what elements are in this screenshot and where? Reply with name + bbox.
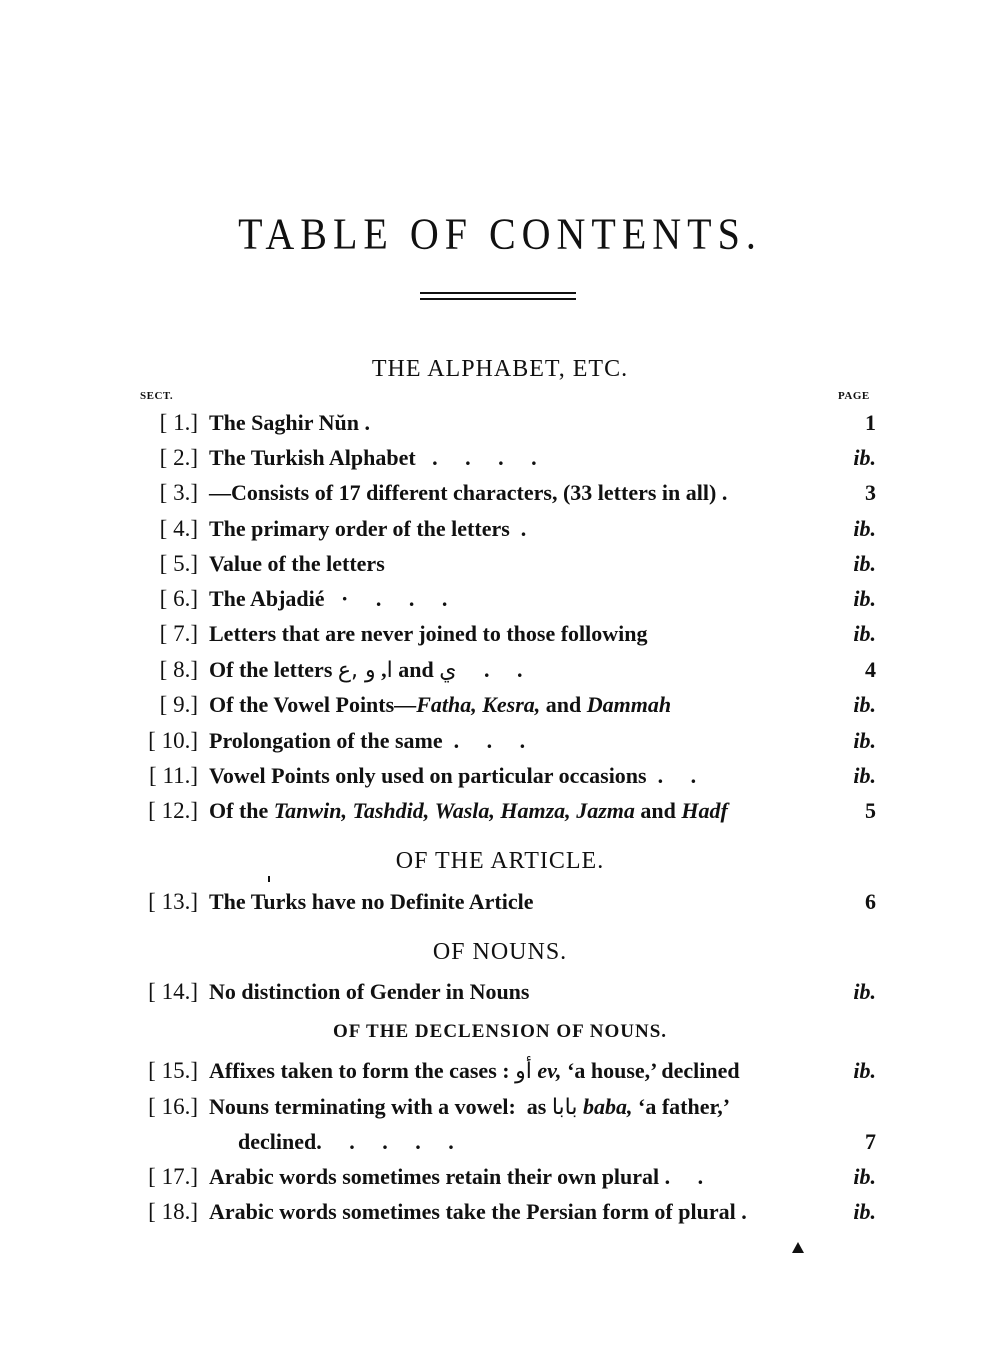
entry-title: Of the (209, 798, 269, 823)
toc-entry (0, 979, 1000, 1011)
entry-title: The Abjadié (209, 586, 325, 611)
section-number: [ 3.] (159, 480, 198, 505)
page-column-label: PAGE (838, 390, 870, 402)
toc-entry-continuation (0, 1129, 1000, 1161)
entry-title: Arabic words sometimes retain their own plural (209, 1164, 660, 1189)
entry-title: —Consists of 17 different characters, (33 letters in all) (209, 480, 717, 505)
page-number: 5 (865, 798, 876, 823)
page-number: ib. (853, 1058, 876, 1083)
heading-alphabet: THE ALPHABET, ETC. (371, 356, 629, 382)
toc-entry (0, 889, 1000, 921)
page-number: ib. (853, 551, 876, 576)
leader-dots: · . . . (324, 586, 448, 611)
leader-dots: . . (659, 1164, 704, 1189)
page-number: 3 (865, 480, 876, 505)
toc-entry (0, 728, 1000, 760)
section-number: [ 6.] (159, 586, 198, 611)
section-number: [ 1.] (159, 410, 198, 435)
section-number: [ 12.] (148, 798, 198, 823)
leader-dots: . . (646, 763, 697, 788)
page-number: ib. (853, 516, 876, 541)
stray-mark (268, 876, 270, 882)
arabic-word-ev: أو (515, 1059, 532, 1084)
entry-title: Of the letters (209, 657, 333, 682)
leader-dots: . . (456, 657, 523, 682)
section-number: [ 5.] (159, 551, 198, 576)
entry-title: Letters that are never joined to those following (209, 621, 648, 646)
toc-entry: [ 9.] Of the Vowel Points—Fatha, Kesra, and Dammah ib. (0, 692, 1000, 724)
entry-title: The Saghir Nŭn (209, 410, 359, 435)
entry-title: Arabic words sometimes take the Persian form of plural (209, 1199, 736, 1224)
toc-entry: [ 15.] Affixes taken to form the cases : أو ev, ‘a house,’ declined ib. (0, 1058, 1000, 1090)
page-number: ib. (853, 692, 876, 717)
page-number: ib. (853, 979, 876, 1004)
toc-entry (0, 480, 1000, 512)
section-number: [ 18.] (148, 1199, 198, 1224)
page-number: ib. (853, 763, 876, 788)
toc-entry (0, 551, 1000, 583)
page-number: 6 (865, 889, 876, 914)
page-number: ib. (853, 1164, 876, 1189)
section-number: [ 4.] (159, 516, 198, 541)
toc-entry (0, 621, 1000, 653)
page-number: 7 (865, 1129, 876, 1154)
toc-entry (0, 410, 1000, 442)
page-number: ib. (853, 1199, 876, 1224)
toc-entry (0, 586, 1000, 618)
entry-title: Prolongation of the same (209, 728, 443, 753)
section-number: [ 17.] (148, 1164, 198, 1189)
toc-entry: [ 8.] Of the letters ا, و ,ع and ي . . 4 (0, 657, 1000, 689)
title-rule-upper (420, 292, 576, 294)
entry-title: No distinction of Gender in Nouns (209, 979, 530, 1004)
toc-entry (0, 1199, 1000, 1231)
section-number: [ 13.] (148, 889, 198, 914)
toc-entry (0, 516, 1000, 548)
entry-title: Nouns terminating with a vowel: as (209, 1094, 547, 1119)
leader-dots: . . . . . (316, 1129, 454, 1154)
entry-title: Of the Vowel Points— (209, 692, 417, 717)
leader-dots: . . . (442, 728, 526, 753)
page-number: ib. (853, 621, 876, 646)
section-number: [ 16.] (148, 1094, 198, 1119)
toc-entry (0, 445, 1000, 477)
arabic-word-baba: بابا (551, 1095, 578, 1120)
section-number: [ 9.] (159, 692, 198, 717)
entry-title: The Turkish Alphabet (209, 445, 416, 470)
page-number: ib. (853, 586, 876, 611)
section-number: [ 2.] (159, 445, 198, 470)
arabic-letter-ya: ي (439, 658, 457, 683)
section-number: [ 15.] (148, 1058, 198, 1083)
section-number: [ 14.] (148, 979, 198, 1004)
entry-title: declined (238, 1129, 317, 1154)
sect-column-label: SECT. (140, 390, 174, 402)
page-number: ib. (853, 728, 876, 753)
section-number: [ 10.] (148, 728, 198, 753)
page-number: 4 (865, 657, 876, 682)
entry-title: The Turks have no Definite Article (209, 889, 534, 914)
toc-entry: [ 16.] Nouns terminating with a vowel: as بابا baba, ‘a father,’ (0, 1094, 1000, 1126)
leader-dots: . (735, 1199, 747, 1224)
page-number: 1 (865, 410, 876, 435)
page-title: TABLE OF CONTENTS. (238, 208, 762, 259)
title-rule-lower (420, 298, 576, 300)
entry-title: Value of the letters (209, 551, 385, 576)
arabic-letter-alif: ا (386, 658, 393, 683)
page-number: ib. (853, 445, 876, 470)
heading-article: OF THE ARTICLE. (395, 848, 605, 874)
toc-entry (0, 763, 1000, 795)
section-number: [ 8.] (159, 657, 198, 682)
leader-dots: . (358, 410, 370, 435)
entry-title: Affixes taken to form the cases : (209, 1058, 510, 1083)
toc-entry (0, 1164, 1000, 1196)
section-number: [ 7.] (159, 621, 198, 646)
arabic-letters-ain-waw: و ,ع (337, 658, 376, 683)
leader-dots: . (716, 480, 728, 505)
leader-dots: . (509, 516, 527, 541)
section-number: [ 11.] (149, 763, 198, 788)
heading-nouns: OF NOUNS. (432, 939, 568, 965)
leader-dots: . . . . (415, 445, 537, 470)
entry-title: Vowel Points only used on particular occasions (209, 763, 647, 788)
toc-entry: [ 12.] Of the Tanwin, Tashdid, Wasla, Hamza, Jazma and Hadf 5 (0, 798, 1000, 830)
signature-mark-icon (792, 1242, 804, 1253)
heading-declension: OF THE DECLENSION OF NOUNS. (332, 1021, 668, 1042)
entry-title: The primary order of the letters (209, 516, 510, 541)
